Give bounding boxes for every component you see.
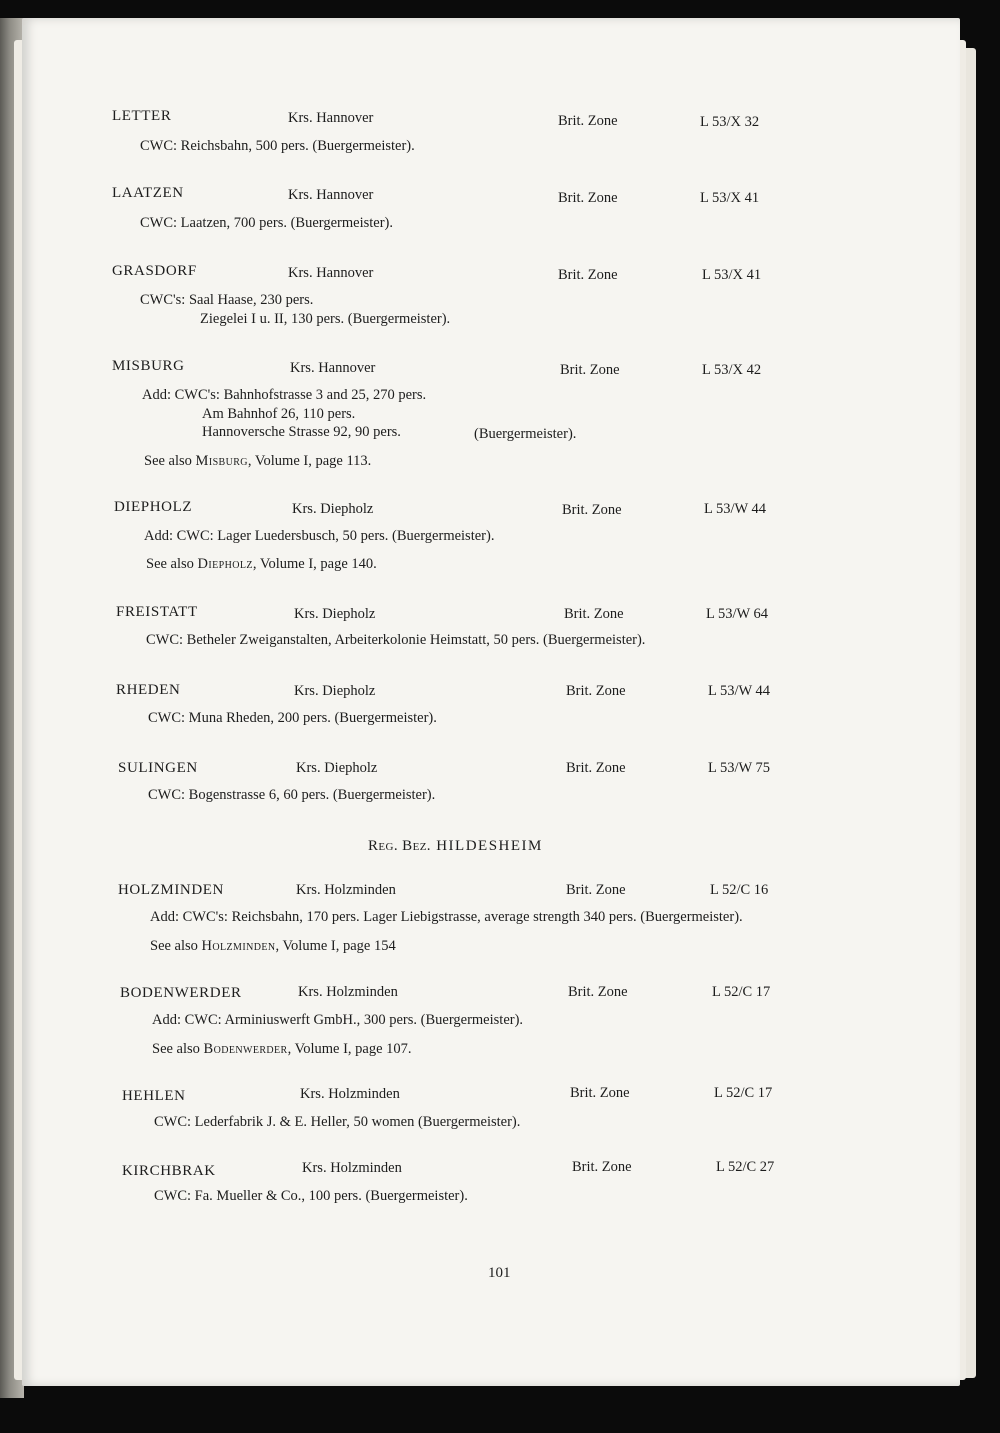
entry-line: Add: CWC: Lager Luedersbusch, 50 pers. (Buergermeister). xyxy=(144,528,495,544)
map-reference: L 53/X 41 xyxy=(702,267,762,283)
district: Krs. Hannover xyxy=(288,187,374,203)
see-also-prefix: See also xyxy=(150,938,198,954)
place-name: DIEPHOLZ xyxy=(114,499,193,515)
map-reference: L 52/C 17 xyxy=(714,1085,773,1101)
map-reference: L 52/C 16 xyxy=(710,882,769,898)
zone: Brit. Zone xyxy=(558,190,618,206)
section-name: HILDESHEIM xyxy=(436,838,543,854)
zone: Brit. Zone xyxy=(558,267,618,283)
district: Krs. Hannover xyxy=(288,110,374,126)
entry-line: (Buergermeister). xyxy=(474,426,577,442)
place-name: HEHLEN xyxy=(122,1088,186,1104)
zone: Brit. Zone xyxy=(568,984,628,1000)
see-also-line xyxy=(144,453,371,475)
zone: Brit. Zone xyxy=(572,1159,632,1175)
see-also-place: Misburg xyxy=(195,453,248,469)
entry-line: Ziegelei I u. II, 130 pers. (Buergermeister). xyxy=(200,311,451,327)
zone: Brit. Zone xyxy=(566,683,626,699)
see-also-prefix: See also xyxy=(146,556,194,572)
zone: Brit. Zone xyxy=(570,1085,630,1101)
see-also-prefix: See also xyxy=(152,1041,200,1057)
entry-line: CWC: Fa. Mueller & Co., 100 pers. (Buergermeister). xyxy=(154,1188,468,1204)
entry-line: CWC: Laatzen, 700 pers. (Buergermeister). xyxy=(140,215,393,231)
section-prefix: Reg. Bez. xyxy=(368,838,431,854)
place-name: LAATZEN xyxy=(112,185,184,201)
page-number: 101 xyxy=(488,1265,511,1281)
see-also-rest: , Volume I, page 113. xyxy=(247,453,372,469)
map-reference: L 53/W 44 xyxy=(708,683,771,699)
district: Krs. Hannover xyxy=(290,360,376,376)
map-reference: L 53/W 44 xyxy=(704,501,767,517)
entry-line: Add: CWC's: Reichsbahn, 170 pers. Lager Liebigstrasse, average strength 340 pers. (Buergermeister). xyxy=(150,909,743,925)
district: Krs. Diepholz xyxy=(296,760,378,776)
place-name: LETTER xyxy=(112,108,172,124)
zone: Brit. Zone xyxy=(562,502,622,518)
zone: Brit. Zone xyxy=(558,113,618,129)
district: Krs. Diepholz xyxy=(294,606,376,622)
map-reference: L 52/C 27 xyxy=(716,1159,775,1175)
zone: Brit. Zone xyxy=(566,760,626,776)
place-name: SULINGEN xyxy=(118,760,198,776)
entry-line: Add: CWC's: Bahnhofstrasse 3 and 25, 270 pers. xyxy=(142,387,427,403)
map-reference: L 52/C 17 xyxy=(712,984,771,1000)
zone: Brit. Zone xyxy=(564,606,624,622)
see-also-place: Holzminden xyxy=(201,938,276,954)
entry-line: CWC: Muna Rheden, 200 pers. (Buergermeister). xyxy=(148,710,437,726)
section-heading xyxy=(368,838,543,860)
district: Krs. Diepholz xyxy=(292,501,374,517)
place-name: HOLZMINDEN xyxy=(118,882,224,898)
entry-line: Am Bahnhof 26, 110 pers. xyxy=(202,406,356,422)
district: Krs. Holzminden xyxy=(298,984,398,1000)
see-also-rest: , Volume I, page 140. xyxy=(252,556,377,572)
place-name: GRASDORF xyxy=(112,263,197,279)
see-also-line xyxy=(146,556,377,578)
entry-line: Add: CWC: Arminiuswerft GmbH., 300 pers. (Buergermeister). xyxy=(152,1012,524,1028)
see-also-line xyxy=(150,938,396,960)
zone: Brit. Zone xyxy=(566,882,626,898)
map-reference: L 53/X 32 xyxy=(700,114,760,130)
place-name: BODENWERDER xyxy=(120,985,242,1001)
see-also-rest: , Volume I, page 107. xyxy=(287,1041,412,1057)
map-reference: L 53/X 42 xyxy=(702,362,762,378)
map-reference: L 53/W 75 xyxy=(708,760,771,776)
entry-line: CWC: Lederfabrik J. & E. Heller, 50 women (Buergermeister). xyxy=(154,1114,521,1130)
district: Krs. Hannover xyxy=(288,265,374,281)
place-name: KIRCHBRAK xyxy=(122,1163,216,1179)
see-also-place: Bodenwerder xyxy=(203,1041,288,1057)
map-reference: L 53/W 64 xyxy=(706,606,769,622)
see-also-place: Diepholz xyxy=(197,556,253,572)
see-also-line xyxy=(152,1041,412,1063)
district: Krs. Holzminden xyxy=(300,1086,400,1102)
entry-line: CWC: Reichsbahn, 500 pers. (Buergermeister). xyxy=(140,138,415,154)
zone: Brit. Zone xyxy=(560,362,620,378)
place-name: RHEDEN xyxy=(116,682,181,698)
district: Krs. Holzminden xyxy=(296,882,396,898)
map-reference: L 53/X 41 xyxy=(700,190,760,206)
place-name: FREISTATT xyxy=(116,604,198,620)
place-name: MISBURG xyxy=(112,358,185,374)
see-also-prefix: See also xyxy=(144,453,192,469)
district: Krs. Holzminden xyxy=(302,1160,402,1176)
entry-line: CWC: Bogenstrasse 6, 60 pers. (Buergermeister). xyxy=(148,787,436,803)
see-also-rest: , Volume I, page 154 xyxy=(275,938,396,954)
district: Krs. Diepholz xyxy=(294,683,376,699)
document-page xyxy=(22,18,960,1386)
entry-line: CWC's: Saal Haase, 230 pers. xyxy=(140,292,314,308)
entry-line: Hannoversche Strasse 92, 90 pers. xyxy=(202,424,401,440)
entry-line: CWC: Betheler Zweiganstalten, Arbeiterkolonie Heimstatt, 50 pers. (Buergermeister). xyxy=(146,632,646,648)
